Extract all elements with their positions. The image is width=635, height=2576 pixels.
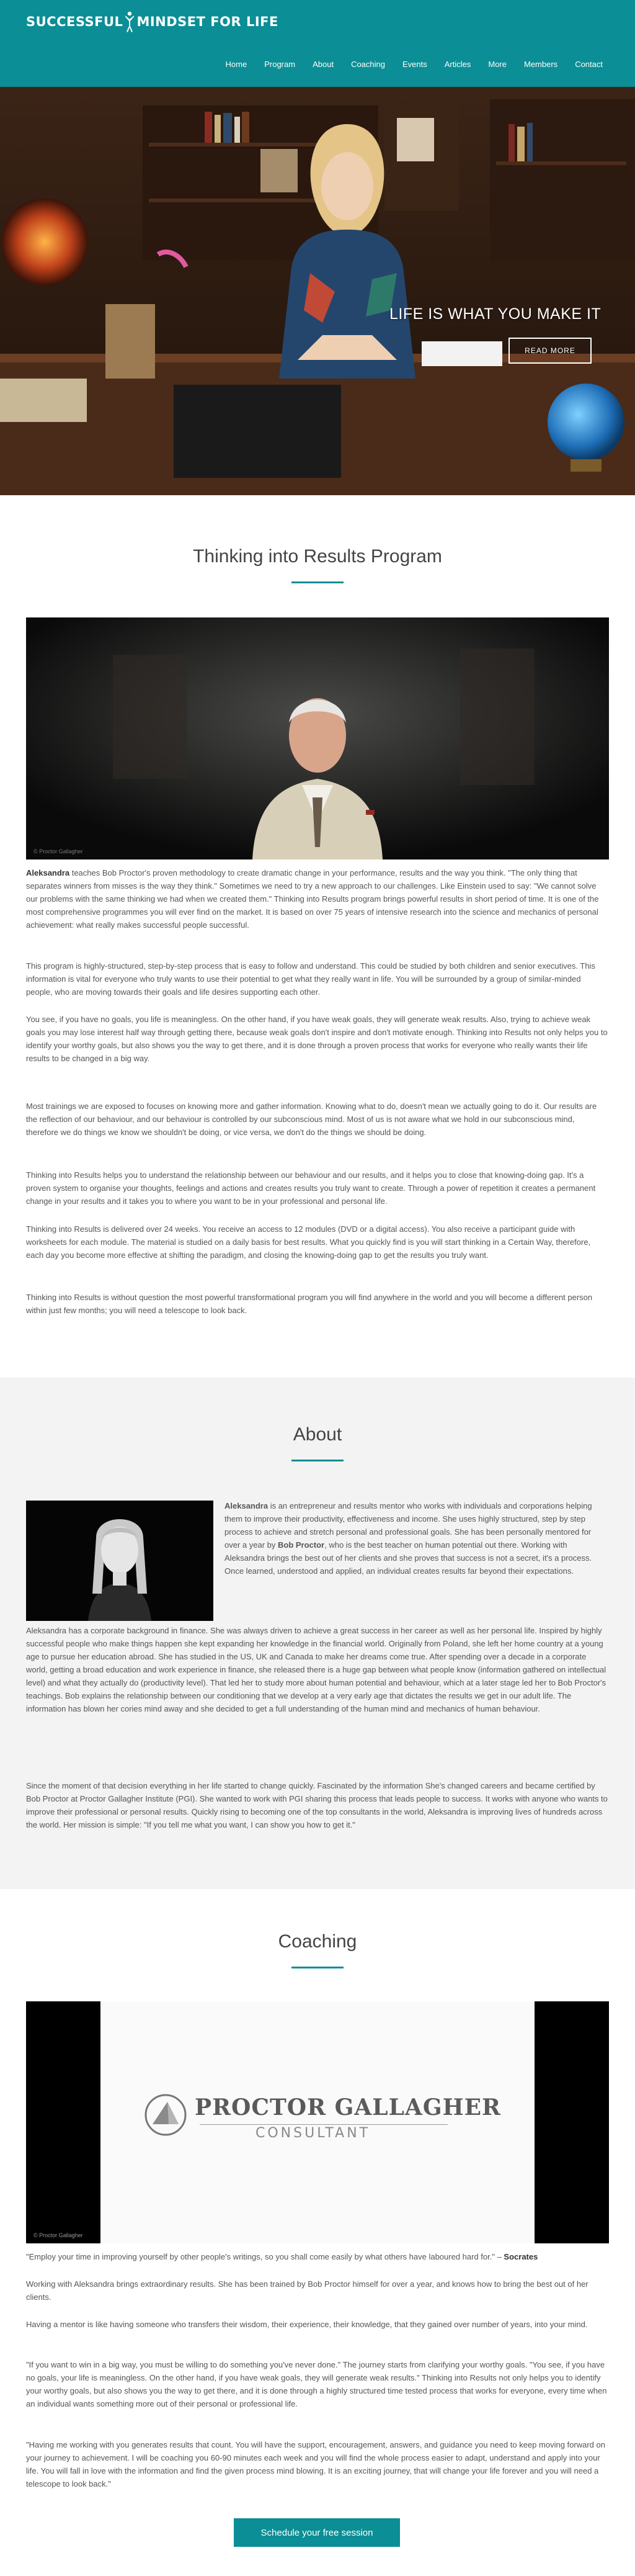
nav-members[interactable]: Members xyxy=(524,60,558,69)
main-nav xyxy=(217,60,611,69)
program-paragraph-2: This program is highly-structured, step-by-step process that is easy to follow and understand. This could be studied by both children and senior executives. This information is vital for everyone who truly wants to use their potential to get what they really want in life. You will be surrounded by a group of similar-minded people, who are moving towards their goals and life desires supporting each other. xyxy=(26,961,595,997)
coaching-divider xyxy=(291,1967,344,1968)
site-logo[interactable] xyxy=(26,11,278,32)
video-watermark: © Proctor Gallagher xyxy=(33,848,83,855)
hero-photo xyxy=(0,87,635,495)
coaching-title: Coaching xyxy=(278,1931,357,1952)
logo-text-left: SUCCESSFUL xyxy=(26,14,123,29)
nav-events[interactable]: Events xyxy=(402,60,427,69)
coaching-paragraph-1: Working with Aleksandra brings extraordinary results. She has been trained by Bob Proctor himself for over a year, and knows how to bring the best out of her clients. xyxy=(26,2279,588,2302)
name-aleksandra: Aleksandra xyxy=(26,868,70,877)
about-paragraph-1: Aleksandra is an entrepreneur and results mentor who works with individuals and corporations helping them to improve their productivity, effectiveness and income. She uses highly structured, step by step process to achieve and stretch personal and professional goals. She has been personally mentored for over a year by Bob Proctor, who is the best teacher on human potential out there. Working with Aleksandra brings the best out of her clients and she proves that success is not a secret, it's a process. Once learned, understood and applied, an individual creates results far beyond their expectations. xyxy=(224,1501,592,1576)
program-title: Thinking into Results Program xyxy=(193,546,442,567)
coaching-video[interactable] xyxy=(26,2001,609,2243)
program-paragraph-6: Thinking into Results is delivered over 24 weeks. You receive an access to 12 modules (DVD or a digital access). You also receive a participant guide with worksheets for each module. The material is studied on a daily basis for best results. What you quickly find is you will start thinking in a Certain Way, therefore, each day you become more effective at shifting the paradigm, and closing the knowing-doing gap to get the results you truly want. xyxy=(26,1224,591,1260)
read-more-button[interactable]: READ MORE xyxy=(508,338,592,364)
coaching-paragraph-4: "Having me working with you generates results that count. You will have the support, encouragement, answers, and guidance you need to keep moving forward on your journey to achievement. I will be coaching you 60-90 minutes each week and you will find the whole process easier to adapt, understand and apply into your life. You will fall in love with the information and find the given process mind blowing. It is an exciting journey, that will change your life forever and you will need a telescope to look back." xyxy=(26,2440,605,2488)
video-logo-bottom: CONSULTANT xyxy=(255,2125,371,2141)
hero-banner xyxy=(0,87,635,495)
coaching-paragraph-3: "If you want to win in a big way, you must be willing to do something you've never done." The journey starts from clarifying your worthy goals. "You see, if you have no goals, your life is meaningless. On the other hand, if you have weak goals, they will generate weak results." Thinking into Results not only helps you to identify your worthy goals, but also shows you the way to get there, and it is done through a highly structured time tested process that works for everyone, every time when an individual wants something more out of their personal or professional life. xyxy=(26,2360,607,2408)
about-paragraph-2: Aleksandra has a corporate background in finance. She was always driven to achieve a great success in her career as well as her personal life. Inspired by highly successful people who make things happen she kept expanding her knowledge in the financial world. Originally from Poland, she left her home country at a young age to pursue her education abroad. She has studied in the US, UK and Canada to make her dreams come true. After spending over a decade in a corporate world, getting a broad education and work experience in finance, she released there is a huge gap between what people know (information gathered on intellectual level) and what they actually do (productivity level). That led her to study more about human potential and behaviour, which at a later stage led her to Bob Proctor's teachings. Bob explains the relationship between our conditioning that we develop at a very early age that dictates the results we get in our adult life. The information has blown her cories mind away and she decided to get a full understanding of the human mind and mechanics of human behaviour. xyxy=(26,1626,606,1713)
coaching-paragraph-2: Having a mentor is like having someone who transfers their wisdom, their experience, their knowledge, that they gained over number of years, into your mind. xyxy=(26,2320,588,2329)
quote-author: Socrates xyxy=(504,2252,538,2261)
nav-coaching[interactable]: Coaching xyxy=(351,60,385,69)
person-logo-icon xyxy=(124,11,135,32)
nav-program[interactable]: Program xyxy=(264,60,296,69)
program-paragraph-4: Most trainings we are exposed to focuses on knowing more and gather information. Knowing what to do, doesn't mean we actually going to do it. Our results are the reflection of our behaviour, and our behaviour is controlled by our subconscious mind. Most of us is not aware what we hold in our subconscious mind, therefore we do things we know we shouldn't be doing, or vice versa, we don't do the things we should be doing. xyxy=(26,1102,597,1137)
schedule-session-button[interactable]: Schedule your free session xyxy=(234,2518,400,2547)
aleksandra-photo xyxy=(26,1501,213,1621)
nav-articles[interactable]: Articles xyxy=(444,60,471,69)
nav-about[interactable]: About xyxy=(313,60,334,69)
hero-title: LIFE IS WHAT YOU MAKE IT xyxy=(389,305,602,323)
logo-text-right: MINDSET FOR LIFE xyxy=(136,14,278,29)
socrates-quote: "Employ your time in improving yourself by other people's writings, so you shall come easily by what others have laboured hard for." – Socrates xyxy=(26,2252,538,2261)
nav-more[interactable]: More xyxy=(488,60,507,69)
program-paragraph-1: Aleksandra teaches Bob Proctor's proven methodology to create dramatic change in your performance, results and the way you think. "The only thing that separates winners from misses is the way they think." Sometimes we need to try a new approach to our challenges. Like Einstein used to say: "We cannot solve our problems with the same thinking we had when we created them." Thinking into Results program brings powerful results in short period of time. It is one of the most comprehensive programmes you will ever find on the market. It is based on over 75 years of intensive research into the science and mechanics of personal achievement: what really makes successful people successful. xyxy=(26,868,599,930)
video-watermark: © Proctor Gallagher xyxy=(33,2232,83,2238)
video-frame-bob-proctor xyxy=(26,617,609,859)
program-paragraph-7: Thinking into Results is without question the most powerful transformational program you will find anywhere in the world and you will become a different person within just few months; you will need a telescope to look back. xyxy=(26,1293,593,1315)
nav-home[interactable]: Home xyxy=(225,60,247,69)
site-header xyxy=(0,0,635,87)
proctor-gallagher-logo-icon xyxy=(144,2093,187,2137)
program-paragraph-5: Thinking into Results helps you to understand the relationship between our behaviour and our results, and it helps you to close that knowing-doing gap. It's a proven system to organise your thoughts, feelings and actions and creates results you truly want to create. Through a power of repetition it creates a permanent change in your results and it takes you to where you want to be in your professional and personal life. xyxy=(26,1170,596,1206)
video-logo-top: PROCTOR GALLAGHER xyxy=(195,2094,501,2120)
program-paragraph-3: You see, if you have no goals, you life is meaningless. On the other hand, if you have weak goals, they will generate weak results. Also, trying to achieve weak goals you may lose interest half way through getting there, because weak goals don't inspire and don't motivate enough. Thinking into Results not only helps you to identify your worthy goals, but also shows you the way to get there, and it is done through a proven process that works for everyone who really wants their life results to be changed in a big way. xyxy=(26,1015,608,1063)
video-logo-rule xyxy=(200,2124,448,2125)
about-paragraph-3: Since the moment of that decision everything in her life started to change quickly. Fascinated by the information She's changed careers and became certified by Bob Proctor at Proctor Gallagher Institute (PGI). She wanted to work with PGI sharing this process that leads people to success. It works with anyone who wants to improve their professional or personal results. Quickly rising to becoming one of the top consultants in the world, Aleksandra is improving lives of hundreds across the world. Her mission is simple: "If you tell me what you want, I can show you how to get it." xyxy=(26,1781,608,1829)
about-title: About xyxy=(293,1424,342,1445)
program-divider xyxy=(291,581,344,583)
program-video[interactable] xyxy=(26,617,609,859)
about-divider xyxy=(291,1460,344,1461)
nav-contact[interactable]: Contact xyxy=(575,60,603,69)
